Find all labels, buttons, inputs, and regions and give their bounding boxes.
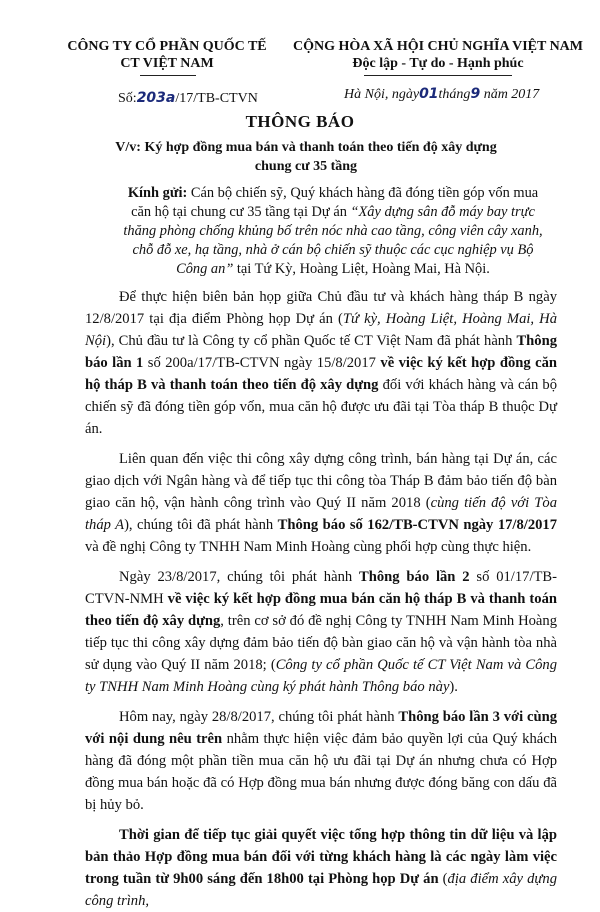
recipients-text-a: Cán bộ chiến sỹ, Quý khách hàng đã đóng tiền góp vốn mua căn hộ tại chung cư 35 tầng tại Dự án (131, 185, 539, 220)
p1-text-1: Để thực hiện biên bản họp giữa Chủ đầu tư và khách hàng tháp B ngày 12/8/2017 tại địa điểm Phòng họp Dự án ( (85, 289, 557, 327)
p1-bold-subject: về việc ký kết hợp đồng căn hộ tháp B và thanh toán theo tiến độ xây dựng (85, 355, 557, 393)
p1-italic-location: Tứ kỳ, Hoàng Liệt, Hoàng Mai, Hà Nội (85, 311, 558, 349)
p4-bold-notice: Thông báo lần 3 với cùng với nội dung nêu trên (85, 709, 557, 747)
p2-italic: cùng tiến độ với Tòa tháp A (85, 495, 557, 533)
company-underline (140, 75, 196, 76)
reference-number (118, 90, 258, 107)
date-year: năm 2017 (483, 87, 540, 102)
p4-text-1: Hôm nay, ngày 28/8/2017, chúng tôi phát hành (119, 709, 399, 725)
p2-text-2: ), chúng tôi đã phát hành (124, 517, 278, 533)
subject-line-2: chung cư 35 tầng (254, 159, 358, 174)
p3-text-3: , trên cơ sở đó đề nghị Công ty TNHH Nam Minh Hoàng tiếp tục thi công xây dựng đảm bảo tiến độ bàn giao căn hộ và vận hành tòa nhà sử dụng vào Quý II năm 2018; ( (85, 613, 557, 673)
subject-line-1: V/v: Ký hợp đồng mua bán và thanh toán theo tiến độ xây dựng (115, 140, 497, 155)
p3-text-1: Ngày 23/8/2017, chúng tôi phát hành (119, 569, 360, 585)
company-line-2: CT VIỆT NAM (120, 56, 214, 71)
paragraph-3 (85, 566, 557, 698)
p3-bold-subject: về việc ký kết hợp đồng mua bán căn hộ tháp B và thanh toán theo tiến độ xây dựng (85, 591, 557, 629)
p1-text-2: ), Chủ đầu tư là Công ty cổ phần Quốc tế CT Việt Nam đã phát hành (106, 333, 517, 349)
p1-bold-notice: Thông báo lần 1 (85, 333, 557, 371)
date-month-label: tháng (438, 87, 471, 102)
recipients-text-b: tại Tứ Kỳ, Hoàng Liệt, Hoàng Mai, Hà Nội. (233, 261, 490, 277)
paragraph-2 (85, 448, 557, 558)
p5-text-1: ( (438, 871, 448, 887)
p4-text-2: nhằm thực hiện việc đảm bảo quyền lợi của Quý khách hàng đã đóng một phần tiền mua căn hộ ưu đãi tại Dự án nhưng chưa có Hợp đồng mua bán hoặc đã có Hợp đồng mua bán nhưng được đóng băng con dấu đã bị hủy bỏ. (85, 731, 557, 813)
p2-text-1: Liên quan đến việc thi công xây dựng công trình, bán hàng tại Dự án, các giao dịch với Ngân hàng và để tiếp tục thi công tòa Tháp B đảm bảo tiến độ bàn giao căn hộ, vận hành công trình vào Quý II năm 2018 ( (85, 451, 557, 511)
document-subject (100, 138, 512, 176)
paragraph-5 (85, 824, 557, 912)
recipients-label: Kính gửi: (127, 185, 188, 201)
ref-handwritten: 203a (136, 90, 176, 106)
paragraph-1 (85, 286, 557, 440)
motto: Độc lập - Tự do - Hạnh phúc (352, 56, 524, 71)
ref-suffix: /17/TB-CTVN (175, 91, 258, 106)
p1-text-4: đối với khách hàng và cán bộ chiến sỹ đã đóng tiền góp vốn, mua căn hộ được ưu đãi tại Tòa tháp B thuộc Dự án. (85, 377, 558, 437)
date-prefix: Hà Nội, ngày (344, 87, 420, 102)
p2-bold-notice: Thông báo số 162/TB-CTVN ngày 17/8/2017 (277, 517, 558, 533)
company-name (62, 38, 272, 72)
national-header (276, 38, 600, 72)
date-line (344, 86, 539, 103)
p2-text-3: và đề nghị Công ty TNHH Nam Minh Hoàng cùng phối hợp cùng thực hiện. (85, 539, 532, 555)
body-text (85, 286, 557, 912)
p3-italic: Công ty cổ phần Quốc tế CT Việt Nam và Công ty TNHH Nam Minh Hoàng cùng ký phát hành Thông báo này (85, 657, 558, 695)
date-day: 01 (419, 86, 439, 102)
project-name: “Xây dựng sân đỗ máy bay trực thăng phòng chống khủng bố trên nóc nhà cao tầng, công viên cây xanh, chỗ đỗ xe, hạ tầng, nhà ở cán bộ chiến sỹ thuộc các cục nghiệp vụ Bộ Công an” (123, 204, 543, 277)
recipients-block (120, 184, 546, 279)
p5-italic: địa điểm xây dựng công trình, (85, 871, 557, 909)
p3-text-4: ). (449, 679, 458, 695)
document-title: THÔNG BÁO (245, 112, 355, 131)
p5-bold-schedule: Thời gian để tiếp tục giải quyết việc tổng hợp thông tin dữ liệu và lập bản thảo Hợp đồng mua bán đối với từng khách hàng là các ngày làm việc trong tuần từ 9h00 sáng đến 18h00 tại Phòng họp Dự án (85, 827, 557, 887)
company-line-1: CÔNG TY CỔ PHẦN QUỐC TẾ (67, 39, 267, 54)
p3-text-2: số 01/17/TB-CTVN-NMH (85, 569, 558, 607)
motto-underline (364, 75, 512, 76)
paragraph-4 (85, 706, 557, 816)
date-month: 9 (470, 86, 481, 102)
p1-text-3: số 200a/17/TB-CTVN ngày 15/8/2017 (143, 355, 381, 371)
nation-title: CỘNG HÒA XÃ HỘI CHỦ NGHĨA VIỆT NAM (292, 39, 583, 54)
ref-prefix: Số: (118, 91, 137, 106)
p3-bold-notice: Thông báo lần 2 (359, 569, 470, 585)
